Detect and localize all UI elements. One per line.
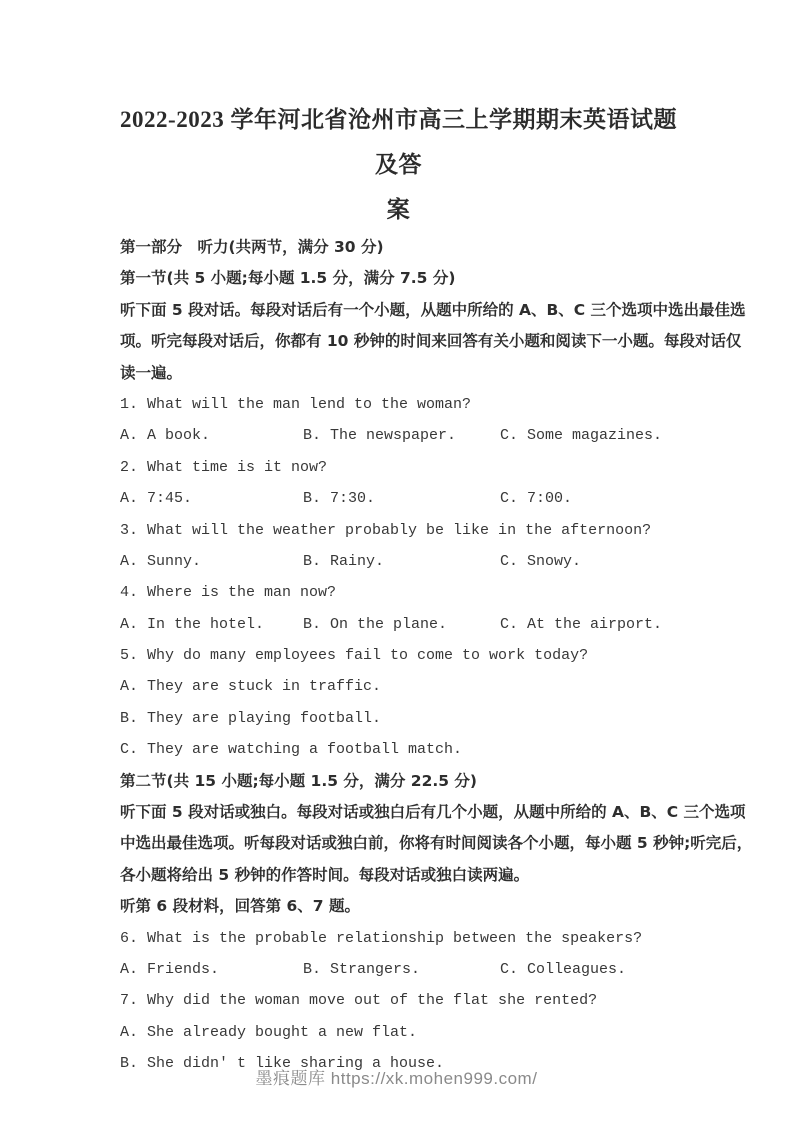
section1-instructions-line-1: 听下面 5 段对话。每段对话后有一个小题，从题中所给的 A、B、C 三个选项中选出最佳选 [120, 300, 746, 319]
question-2-option-c: C. 7:00. [500, 490, 573, 508]
question-4-option-a: A. In the hotel. [120, 615, 265, 633]
question-2-option-b: B. 7:30. [303, 490, 376, 508]
question-4-option-c: C. At the airport. [500, 615, 663, 633]
section2-instructions-line-1: 听下面 5 段对话或独白。每段对话或独白后有几个小题，从题中所给的 A、B、C 三个选项 [120, 803, 746, 822]
question-7-option-a: A. She already bought a new flat. [120, 1023, 418, 1041]
question-5-option-b: B. They are playing football. [120, 709, 382, 727]
question-3-text: 3. What will the weather probably be like in the afternoon? [120, 521, 652, 539]
question-1-options [120, 420, 677, 451]
section1-instructions-line-2: 项。听完每段对话后，你都有 10 秒钟的时间来回答有关小题和阅读下一小题。每段对话仅 [120, 332, 742, 351]
question-7-option-b: B. She didn' t like sharing a house. [120, 1055, 445, 1073]
document-title [120, 97, 677, 232]
question-7-text: 7. Why did the woman move out of the flat she rented? [120, 992, 598, 1010]
question-2-options [120, 483, 677, 514]
footer-watermark: 墨痕题库 https://xk.mohen999.com/ [255, 1069, 538, 1088]
question-1-option-b: B. The newspaper. [303, 427, 457, 445]
document-title-line-2: 案 [386, 197, 411, 222]
part1-heading: 第一部分 听力(共两节，满分 30 分) [120, 238, 384, 256]
question-6-options [120, 954, 677, 985]
question-3-option-c: C. Snowy. [500, 552, 582, 570]
section2-heading: 第二节(共 15 小题;每小题 1.5 分，满分 22.5 分) [120, 771, 478, 790]
question-5-option-a: A. They are stuck in traffic. [120, 678, 382, 696]
question-6-option-b: B. Strangers. [303, 960, 421, 978]
question-2-text: 2. What time is it now? [120, 458, 328, 476]
question-6-option-c: C. Colleagues. [500, 960, 627, 978]
question-1-text: 1. What will the man lend to the woman? [120, 395, 472, 413]
question-4-text: 4. Where is the man now? [120, 584, 337, 602]
section2-instructions-line-2: 中选出最佳选项。听每段对话或独白前，你将有时间阅读各个小题，每小题 5 秒钟;听完后， [120, 834, 753, 853]
question-5-text: 5. Why do many employees fail to come to work today? [120, 647, 589, 665]
question-6-option-a: A. Friends. [120, 960, 220, 978]
question-3-options [120, 546, 677, 577]
section2-instructions-line-3: 各小题将给出 5 秒钟的作答时间。每段对话或独白读两遍。 [120, 865, 530, 884]
question-1-option-a: A. A book. [120, 427, 211, 445]
question-6-text: 6. What is the probable relationship between the speakers? [120, 929, 643, 947]
question-3-option-b: B. Rainy. [303, 552, 385, 570]
section1-heading: 第一节(共 5 小题;每小题 1.5 分，满分 7.5 分) [120, 269, 456, 288]
question-4-option-b: B. On the plane. [303, 615, 448, 633]
page-content [120, 97, 753, 1080]
document-title-line-1: 2022-2023 学年河北省沧州市高三上学期期末英语试题及答 [120, 107, 677, 177]
question-1-option-c: C. Some magazines. [500, 427, 663, 445]
question-3-option-a: A. Sunny. [120, 552, 202, 570]
question-5-option-c: C. They are watching a football match. [120, 741, 463, 759]
section1-instructions-line-3: 读一遍。 [120, 363, 183, 382]
question-2-option-a: A. 7:45. [120, 490, 193, 508]
question-4-options [120, 609, 677, 640]
material-6-intro: 听第 6 段材料，回答第 6、7 题。 [120, 897, 360, 916]
